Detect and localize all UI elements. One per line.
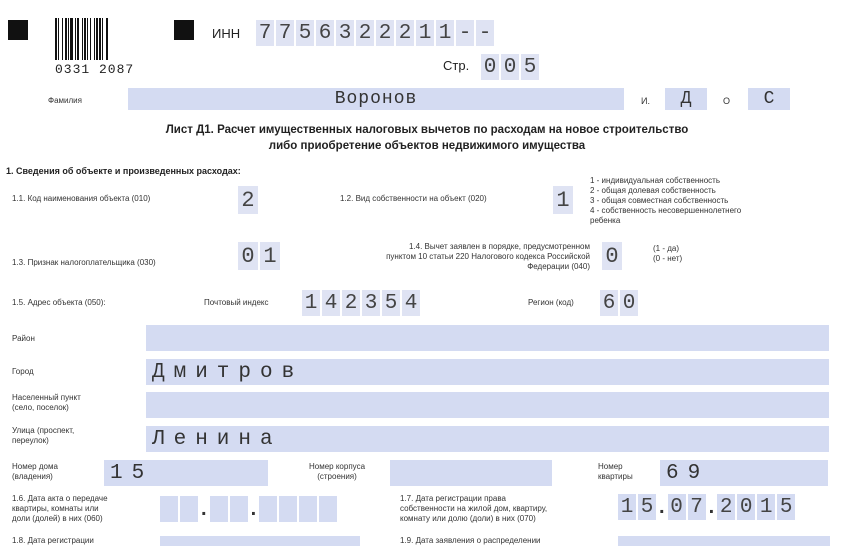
street-value: Ленина bbox=[152, 427, 282, 451]
corner-marker-right bbox=[174, 20, 194, 40]
page-label: Стр. bbox=[443, 58, 470, 73]
surname-field[interactable] bbox=[128, 88, 624, 110]
flat-value: 69 bbox=[666, 461, 710, 485]
sheet-title-line2: либо приобретение объектов недвижимого имущества bbox=[268, 140, 586, 152]
building-field[interactable] bbox=[390, 460, 552, 486]
initial1-label: И. bbox=[641, 96, 650, 106]
city-label: Город bbox=[12, 367, 34, 376]
region-cell: 0 bbox=[620, 290, 638, 316]
field-1-7-group bbox=[618, 494, 656, 520]
inn-cell: 1 bbox=[416, 20, 434, 46]
field-1-2-value[interactable]: 1 bbox=[553, 186, 573, 214]
page-cell: 5 bbox=[521, 54, 539, 80]
field-1-7-cell: 0 bbox=[737, 494, 755, 520]
postcode-cell: 4 bbox=[402, 290, 420, 316]
field-1-4-options bbox=[653, 244, 682, 264]
section1-heading: 1. Сведения об объекте и произведенных расходах: bbox=[6, 166, 241, 176]
corner-marker-left bbox=[8, 20, 28, 40]
field-1-6-cell bbox=[210, 496, 228, 522]
field-1-1-value[interactable]: 2 bbox=[238, 186, 258, 214]
inn-cell: 7 bbox=[276, 20, 294, 46]
postcode-cell: 1 bbox=[302, 290, 320, 316]
postcode-field[interactable] bbox=[302, 290, 420, 316]
field-1-7-cell: 7 bbox=[688, 494, 706, 520]
postcode-cell: 3 bbox=[362, 290, 380, 316]
initial1-value: Д bbox=[680, 89, 692, 109]
flat-label-line: квартиры bbox=[598, 472, 633, 481]
ownership-option-line: 2 - общая долевая собственность bbox=[590, 186, 716, 195]
field-1-6-label bbox=[12, 494, 108, 524]
field-1-7-cell: 0 bbox=[668, 494, 686, 520]
field-1-6-cell bbox=[319, 496, 337, 522]
region-label: Регион (код) bbox=[528, 298, 574, 307]
house-label bbox=[12, 462, 58, 482]
inn-cell: - bbox=[456, 20, 474, 46]
inn-field[interactable] bbox=[256, 20, 494, 46]
field-1-3-cell: 0 bbox=[238, 242, 258, 270]
locality-label-line: (село, поселок) bbox=[12, 403, 69, 412]
sheet-title-line1: Лист Д1. Расчет имущественных налоговых вычетов по расходам на новое строительство bbox=[165, 124, 689, 136]
street-field[interactable] bbox=[146, 426, 829, 452]
field-1-6-cell bbox=[180, 496, 198, 522]
inn-cell: 2 bbox=[356, 20, 374, 46]
postcode-label: Почтовый индекс bbox=[204, 298, 269, 307]
locality-label bbox=[12, 393, 81, 413]
city-field[interactable] bbox=[146, 359, 829, 385]
inn-cell: 3 bbox=[336, 20, 354, 46]
postcode-cell: 5 bbox=[382, 290, 400, 316]
field-1-7-group bbox=[717, 494, 795, 520]
surname-label: Фамилия bbox=[48, 96, 82, 105]
field-1-7-label-line: собственности на жилой дом, квартиру, bbox=[400, 504, 548, 513]
flat-label bbox=[598, 462, 633, 482]
inn-cell: 7 bbox=[256, 20, 274, 46]
field-1-6-cell bbox=[230, 496, 248, 522]
field-1-6-separator: . bbox=[250, 497, 257, 520]
field-1-6-cell bbox=[160, 496, 178, 522]
inn-label: ИНН bbox=[212, 26, 241, 41]
field-1-7-date[interactable] bbox=[618, 494, 795, 520]
region-field[interactable] bbox=[600, 290, 638, 316]
field-1-6-cell bbox=[259, 496, 277, 522]
field-1-8-date[interactable] bbox=[160, 536, 360, 546]
house-value: 15 bbox=[110, 461, 154, 485]
initial1-field[interactable] bbox=[665, 88, 707, 110]
postcode-cell: 2 bbox=[342, 290, 360, 316]
building-label-line: (строения) bbox=[317, 472, 357, 481]
inn-cell: 2 bbox=[396, 20, 414, 46]
city-value: Дмитров bbox=[152, 360, 304, 384]
field-1-9-date[interactable] bbox=[618, 536, 830, 546]
field-1-7-cell: 1 bbox=[757, 494, 775, 520]
field-1-4-label-line: Федерации (040) bbox=[527, 262, 590, 271]
ownership-options bbox=[590, 176, 741, 226]
field-1-6-group bbox=[160, 496, 198, 522]
house-field[interactable] bbox=[104, 460, 268, 486]
field-1-7-label bbox=[400, 494, 547, 524]
locality-field[interactable] bbox=[146, 392, 829, 418]
postcode-cell: 4 bbox=[322, 290, 340, 316]
ownership-option-line: ребенка bbox=[590, 216, 621, 225]
field-1-7-label-line: комнату или долю (доли) в них (070) bbox=[400, 514, 536, 523]
field-1-6-group bbox=[259, 496, 337, 522]
field-1-1-label: 1.1. Код наименования объекта (010) bbox=[12, 194, 151, 203]
field-1-6-separator: . bbox=[201, 497, 207, 520]
field-1-6-label-line: квартиры, комнаты или bbox=[12, 504, 99, 513]
barcode-bar bbox=[106, 18, 108, 60]
building-label bbox=[296, 462, 378, 482]
building-label-line: Номер корпуса bbox=[308, 462, 366, 471]
field-1-3-label: 1.3. Признак налогоплательщика (030) bbox=[12, 258, 156, 267]
field-1-7-label-line: 1.7. Дата регистрации права bbox=[400, 494, 506, 503]
ownership-option-line: 1 - индивидуальная собственность bbox=[590, 176, 721, 185]
flat-label-line: Номер bbox=[598, 462, 623, 471]
street-label bbox=[12, 426, 74, 446]
field-1-6-date[interactable] bbox=[160, 496, 337, 522]
field-1-7-separator: . bbox=[708, 495, 715, 518]
field-1-8-label: 1.8. Дата регистрации bbox=[12, 536, 94, 545]
district-label: Район bbox=[12, 334, 35, 343]
barcode-number: 0331 2087 bbox=[55, 62, 135, 77]
inn-cell: 6 bbox=[316, 20, 334, 46]
region-cell: 6 bbox=[600, 290, 618, 316]
house-label-line: Номер дома bbox=[12, 462, 58, 471]
field-1-4-label-line: пунктом 10 статьи 220 Налогового кодекса Российской bbox=[386, 252, 590, 261]
inn-cell: 5 bbox=[296, 20, 314, 46]
field-1-9-label: 1.9. Дата заявления о распределении bbox=[400, 536, 541, 545]
field-1-6-cell bbox=[279, 496, 297, 522]
locality-label-line: Населенный пункт bbox=[12, 393, 81, 402]
surname-value: Воронов bbox=[334, 89, 418, 109]
initial2-value: С bbox=[763, 89, 775, 109]
field-1-3-value[interactable] bbox=[238, 242, 280, 270]
district-field[interactable] bbox=[146, 325, 829, 351]
field-1-7-separator: . bbox=[659, 495, 665, 518]
inn-cell: - bbox=[476, 20, 494, 46]
field-1-4-label bbox=[310, 242, 590, 272]
field-1-5-label: 1.5. Адрес объекта (050): bbox=[12, 298, 106, 307]
field-1-4-option-line: (0 - нет) bbox=[653, 254, 683, 263]
street-label-line: Улица (проспект, bbox=[12, 426, 75, 435]
field-1-7-cell: 5 bbox=[777, 494, 795, 520]
field-1-6-group bbox=[210, 496, 248, 522]
page-number-field[interactable] bbox=[481, 54, 539, 80]
street-label-line: переулок) bbox=[12, 436, 49, 445]
barcode-image bbox=[55, 18, 108, 60]
field-1-6-label-line: 1.6. Дата акта о передаче bbox=[12, 494, 108, 503]
initial2-label: О bbox=[723, 96, 731, 106]
page-cell: 0 bbox=[501, 54, 519, 80]
field-1-3-cell: 1 bbox=[260, 242, 280, 270]
field-1-7-cell: 1 bbox=[618, 494, 636, 520]
initial2-field[interactable] bbox=[748, 88, 790, 110]
inn-cell: 1 bbox=[436, 20, 454, 46]
ownership-option-line: 3 - общая совместная собственность bbox=[590, 196, 729, 205]
field-1-7-group bbox=[668, 494, 706, 520]
field-1-4-value[interactable]: 0 bbox=[602, 242, 622, 270]
page-cell: 0 bbox=[481, 54, 499, 80]
field-1-4-option-line: (1 - да) bbox=[653, 244, 680, 253]
ownership-option-line: 4 - собственность несовершеннолетнего bbox=[590, 206, 742, 215]
field-1-7-cell: 5 bbox=[638, 494, 656, 520]
field-1-6-label-line: доли (долей) в них (060) bbox=[12, 514, 103, 523]
field-1-2-label: 1.2. Вид собственности на объект (020) bbox=[340, 194, 487, 203]
flat-field[interactable] bbox=[660, 460, 828, 486]
house-label-line: (владения) bbox=[12, 472, 53, 481]
field-1-7-cell: 2 bbox=[717, 494, 735, 520]
inn-cell: 2 bbox=[376, 20, 394, 46]
field-1-6-cell bbox=[299, 496, 317, 522]
field-1-4-label-line: 1.4. Вычет заявлен в порядке, предусмотренном bbox=[408, 242, 590, 251]
